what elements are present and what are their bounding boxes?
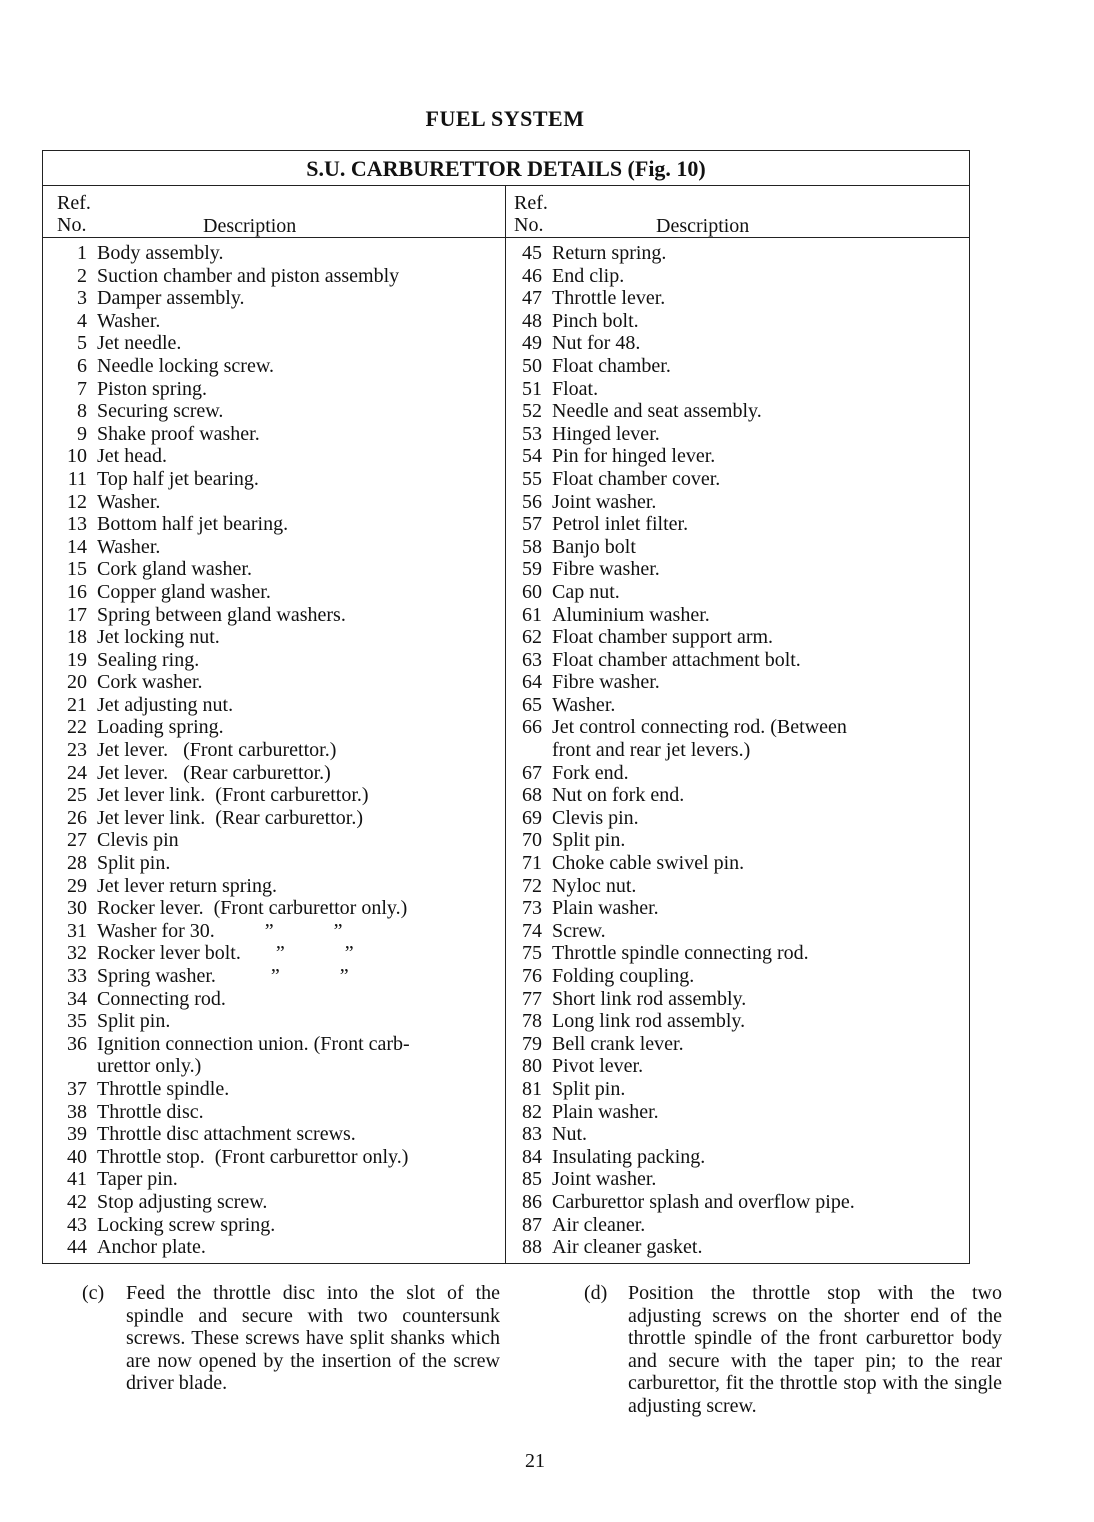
ref-number: 14	[67, 535, 87, 558]
part-description: Pin for hinged lever.	[552, 445, 716, 468]
ref-number: 58	[522, 535, 542, 558]
part-description: Fibre washer.	[552, 671, 660, 694]
part-description: front and rear jet levers.)	[552, 739, 751, 762]
part-description: Nut.	[552, 1123, 587, 1146]
part-description: End clip.	[552, 264, 625, 287]
table-row	[506, 807, 969, 830]
part-description: Split pin.	[552, 829, 626, 852]
table-row	[506, 1078, 969, 1101]
table-row	[506, 1055, 969, 1078]
table-row	[506, 649, 969, 672]
part-description: Jet needle.	[97, 332, 182, 355]
ref-number: 2	[77, 264, 87, 287]
table-row	[43, 604, 505, 627]
part-description: Plain washer.	[552, 1100, 659, 1123]
part-description: Jet locking nut.	[97, 626, 220, 649]
part-description: Throttle stop. (Front carburettor only.)	[97, 1145, 409, 1168]
ref-number: 23	[67, 739, 87, 762]
page-number: 21	[525, 1450, 545, 1472]
part-description: Joint washer.	[552, 1168, 657, 1191]
left-column	[43, 186, 506, 1263]
note-text: Feed the throttle disc into the slot of the spindle and secure with two countersunk screws. These screws have split shanks which are now opened by the insertion of the screw driver blade.	[126, 1282, 500, 1394]
part-description: Bottom half jet bearing.	[97, 513, 289, 536]
ref-number: 54	[522, 445, 542, 468]
ref-number: 5	[77, 332, 87, 355]
part-description: Screw.	[552, 919, 606, 942]
table-row	[506, 897, 969, 920]
part-description: Rocker lever. (Front carburettor only.)	[97, 897, 408, 920]
table-row	[506, 739, 969, 762]
ref-number: 82	[522, 1100, 542, 1123]
ref-number: 29	[67, 874, 87, 897]
ref-number: 32	[67, 942, 87, 965]
table-row	[43, 558, 505, 581]
part-description: Clevis pin.	[552, 806, 639, 829]
table-row	[506, 920, 969, 943]
table-row	[506, 558, 969, 581]
table-row	[506, 536, 969, 559]
ref-number: 71	[522, 852, 542, 875]
ref-number: 74	[522, 919, 542, 942]
table-row	[506, 1123, 969, 1146]
table-row	[506, 513, 969, 536]
ref-number: 18	[67, 626, 87, 649]
table-row	[506, 400, 969, 423]
part-description: Float chamber.	[552, 354, 671, 377]
parts-table	[42, 150, 970, 1264]
table-row	[43, 287, 505, 310]
part-description: Throttle disc attachment screws.	[97, 1123, 356, 1146]
ref-number: 61	[522, 603, 542, 626]
part-description: Short link rod assembly.	[552, 987, 747, 1010]
table-row	[506, 445, 969, 468]
part-description: Carburettor splash and overflow pipe.	[552, 1190, 855, 1213]
table-row	[506, 287, 969, 310]
ref-number: 57	[522, 513, 542, 536]
table-row	[506, 965, 969, 988]
instruction-notes	[82, 1282, 1002, 1417]
table-row	[43, 310, 505, 333]
ref-number: 11	[67, 467, 87, 490]
table-row	[43, 491, 505, 514]
ref-number: 65	[522, 693, 542, 716]
table-row	[506, 581, 969, 604]
part-description: Connecting rod.	[97, 987, 226, 1010]
table-row	[43, 581, 505, 604]
part-description: Choke cable swivel pin.	[552, 852, 745, 875]
ref-number: 86	[522, 1190, 542, 1213]
ref-number: 68	[522, 784, 542, 807]
part-description: Copper gland washer.	[97, 580, 271, 603]
ref-number: 69	[522, 806, 542, 829]
ref-number: 55	[522, 467, 542, 490]
table-row	[506, 310, 969, 333]
ref-number: 75	[522, 942, 542, 965]
table-row	[506, 626, 969, 649]
right-column	[506, 186, 969, 1263]
ref-number: 48	[522, 309, 542, 332]
part-description: Air cleaner.	[552, 1213, 646, 1236]
part-description: Nut for 48.	[552, 332, 641, 355]
ref-number: 19	[67, 648, 87, 671]
ref-number: 26	[67, 806, 87, 829]
ref-number: 50	[522, 354, 542, 377]
ref-number: 45	[522, 242, 542, 264]
part-description: Washer.	[97, 535, 161, 558]
part-description: Washer.	[97, 490, 161, 513]
table-row	[506, 942, 969, 965]
part-description: Pivot lever.	[552, 1055, 644, 1078]
table-row	[506, 694, 969, 717]
table-row	[43, 739, 505, 762]
part-description: Jet adjusting nut.	[97, 693, 234, 716]
table-row	[43, 897, 505, 920]
table-row	[43, 671, 505, 694]
table-row	[43, 332, 505, 355]
part-description: Throttle spindle connecting rod.	[552, 942, 809, 965]
table-row	[43, 1010, 505, 1033]
part-description: Aluminium washer.	[552, 603, 710, 626]
part-description: Jet lever link. (Rear carburettor.)	[97, 806, 363, 829]
table-row	[43, 355, 505, 378]
table-row	[43, 875, 505, 898]
part-description: Jet lever return spring.	[97, 874, 277, 897]
part-description: Pinch bolt.	[552, 309, 639, 332]
part-description: Shake proof washer.	[97, 422, 260, 445]
part-description: Hinged lever.	[552, 422, 660, 445]
part-description: Nut on fork end.	[552, 784, 685, 807]
ref-number: 83	[522, 1123, 542, 1146]
ref-number: 20	[67, 671, 87, 694]
ref-number: 3	[77, 287, 87, 310]
table-row	[506, 378, 969, 401]
part-description: Securing screw.	[97, 400, 224, 423]
part-description: Damper assembly.	[97, 287, 245, 310]
ref-number: 16	[67, 580, 87, 603]
table-row	[43, 852, 505, 875]
table-row	[43, 1078, 505, 1101]
part-description: Float chamber attachment bolt.	[552, 648, 801, 671]
note-d	[584, 1282, 1002, 1417]
right-item-list	[506, 238, 969, 1263]
ref-number: 79	[522, 1032, 542, 1055]
ref-number: 52	[522, 400, 542, 423]
table-row	[43, 445, 505, 468]
table-row	[43, 784, 505, 807]
ref-number: 4	[77, 309, 87, 332]
ref-number: 72	[522, 874, 542, 897]
part-description: Split pin.	[97, 852, 171, 875]
part-description: Needle locking screw.	[97, 354, 274, 377]
table-row	[506, 423, 969, 446]
ref-number: 10	[67, 445, 87, 468]
ref-number	[43, 1055, 97, 1078]
table-row	[43, 920, 505, 943]
ref-number: 39	[67, 1123, 87, 1146]
part-description: Rocker lever bolt. ” ”	[97, 942, 354, 965]
table-row	[43, 400, 505, 423]
part-description: Suction chamber and piston assembly	[97, 264, 400, 287]
table-row	[43, 716, 505, 739]
part-description: Petrol inlet filter.	[552, 513, 689, 536]
table-row	[43, 1191, 505, 1214]
ref-number: 15	[67, 558, 87, 581]
part-description: Joint washer.	[552, 490, 657, 513]
part-description: Fibre washer.	[552, 558, 660, 581]
ref-no-header: Ref. No.	[57, 192, 91, 236]
table-row	[506, 1236, 969, 1259]
table-row	[43, 694, 505, 717]
part-description: Bell crank lever.	[552, 1032, 684, 1055]
ref-number: 47	[522, 287, 542, 310]
part-description: Stop adjusting screw.	[97, 1190, 268, 1213]
table-row	[43, 988, 505, 1011]
ref-number: 73	[522, 897, 542, 920]
table-row	[43, 1168, 505, 1191]
part-description: Long link rod assembly.	[552, 1010, 746, 1033]
table-row	[506, 1101, 969, 1124]
ref-number: 37	[67, 1077, 87, 1100]
table-row	[43, 536, 505, 559]
table-row	[506, 355, 969, 378]
ref-number: 44	[67, 1236, 87, 1259]
part-description: Throttle disc.	[97, 1100, 204, 1123]
ref-number: 67	[522, 761, 542, 784]
part-description: Insulating packing.	[552, 1145, 706, 1168]
ref-number: 7	[77, 377, 87, 400]
ref-number: 59	[522, 558, 542, 581]
table-row	[506, 468, 969, 491]
table-row	[43, 807, 505, 830]
table-row	[43, 1214, 505, 1237]
ref-number: 78	[522, 1010, 542, 1033]
table-row	[506, 988, 969, 1011]
ref-number: 12	[67, 490, 87, 513]
page-header: FUEL SYSTEM	[425, 106, 585, 131]
table-row	[43, 1146, 505, 1169]
table-row	[506, 1191, 969, 1214]
table-row	[43, 423, 505, 446]
part-description: Split pin.	[97, 1010, 171, 1033]
note-text: Position the throttle stop with the two adjusting screws on the shorter end of the throttle spindle of the front carburettor body and secure with the taper pin; to the rear carburettor, fit the throttle stop with the single adjusting screw.	[628, 1282, 1002, 1417]
ref-number: 35	[67, 1010, 87, 1033]
part-description: Taper pin.	[97, 1168, 178, 1191]
ref-number: 24	[67, 761, 87, 784]
table-row	[506, 875, 969, 898]
table-row	[506, 784, 969, 807]
left-item-list	[43, 238, 505, 1263]
ref-number: 66	[522, 716, 542, 739]
part-description: Banjo bolt	[552, 535, 636, 558]
table-row	[43, 242, 505, 265]
ref-number: 80	[522, 1055, 542, 1078]
ref-number	[506, 739, 552, 762]
table-row	[506, 829, 969, 852]
part-description: Washer.	[552, 693, 616, 716]
description-header: Description	[203, 215, 297, 237]
ref-number: 70	[522, 829, 542, 852]
ref-number: 17	[67, 603, 87, 626]
table-row	[43, 965, 505, 988]
part-description: Piston spring.	[97, 377, 208, 400]
ref-number: 8	[77, 400, 87, 423]
ref-number: 84	[522, 1145, 542, 1168]
left-column-header	[43, 186, 505, 238]
part-description: Sealing ring.	[97, 648, 200, 671]
part-description: urettor only.)	[97, 1055, 202, 1078]
ref-number: 85	[522, 1168, 542, 1191]
part-description: Float.	[552, 377, 599, 400]
ref-number: 42	[67, 1190, 87, 1213]
part-description: Ignition connection union. (Front carb-	[97, 1032, 410, 1055]
part-description: Washer.	[97, 309, 161, 332]
part-description: Float chamber cover.	[552, 467, 721, 490]
table-row	[506, 604, 969, 627]
ref-number: 38	[67, 1100, 87, 1123]
table-row	[43, 265, 505, 288]
ref-number: 36	[67, 1032, 87, 1055]
ref-number: 88	[522, 1236, 542, 1259]
ref-number: 62	[522, 626, 542, 649]
part-description: Air cleaner gasket.	[552, 1236, 703, 1259]
ref-number: 43	[67, 1213, 87, 1236]
part-description: Jet lever. (Rear carburettor.)	[97, 761, 331, 784]
part-description: Fork end.	[552, 761, 629, 784]
ref-number: 77	[522, 987, 542, 1010]
table-row	[506, 1033, 969, 1056]
note-label: (d)	[584, 1282, 608, 1304]
part-description: Spring between gland washers.	[97, 603, 346, 626]
part-description: Jet control connecting rod. (Between	[552, 716, 847, 739]
right-column-header	[506, 186, 969, 238]
table-row	[43, 829, 505, 852]
part-description: Return spring.	[552, 242, 667, 264]
table-row	[506, 1168, 969, 1191]
ref-number: 25	[67, 784, 87, 807]
table-row	[506, 1010, 969, 1033]
table-row	[43, 378, 505, 401]
ref-number: 6	[77, 354, 87, 377]
table-row	[506, 242, 969, 265]
ref-number: 33	[67, 965, 87, 987]
ref-number: 30	[67, 897, 87, 920]
ref-number: 21	[67, 693, 87, 716]
part-description: Cork washer.	[97, 671, 203, 694]
table-row	[506, 671, 969, 694]
table-row	[43, 1033, 505, 1056]
ref-number: 9	[77, 422, 87, 445]
ref-number: 53	[522, 422, 542, 445]
table-row	[43, 1236, 505, 1259]
ref-no-header: Ref. No.	[514, 192, 548, 236]
table-row	[506, 491, 969, 514]
table-row	[506, 1214, 969, 1237]
part-description: Locking screw spring.	[97, 1213, 276, 1236]
ref-number: 56	[522, 490, 542, 513]
part-description: Needle and seat assembly.	[552, 400, 762, 423]
part-description: Clevis pin	[97, 829, 179, 852]
part-description: Folding coupling.	[552, 965, 695, 987]
table-row	[506, 716, 969, 739]
ref-number: 81	[522, 1077, 542, 1100]
ref-number: 63	[522, 648, 542, 671]
table-row	[43, 1101, 505, 1124]
note-c	[82, 1282, 500, 1417]
ref-number: 34	[67, 987, 87, 1010]
part-description: Nyloc nut.	[552, 874, 637, 897]
ref-number: 87	[522, 1213, 542, 1236]
ref-number: 60	[522, 580, 542, 603]
table-row	[43, 626, 505, 649]
table-row	[43, 762, 505, 785]
part-description: Throttle spindle.	[97, 1077, 230, 1100]
part-description: Body assembly.	[97, 242, 224, 264]
ref-number: 1	[77, 242, 87, 264]
table-row	[43, 513, 505, 536]
table-row	[506, 265, 969, 288]
part-description: Float chamber support arm.	[552, 626, 774, 649]
table-row	[506, 762, 969, 785]
ref-number: 27	[67, 829, 87, 852]
table-row	[43, 468, 505, 491]
part-description: Cork gland washer.	[97, 558, 252, 581]
ref-number: 22	[67, 716, 87, 739]
description-header: Description	[656, 215, 750, 237]
ref-number: 64	[522, 671, 542, 694]
part-description: Anchor plate.	[97, 1236, 206, 1259]
ref-number: 76	[522, 965, 542, 987]
part-description: Jet lever link. (Front carburettor.)	[97, 784, 369, 807]
ref-number: 49	[522, 332, 542, 355]
table-row	[43, 649, 505, 672]
part-description: Plain washer.	[552, 897, 659, 920]
part-description: Cap nut.	[552, 580, 620, 603]
table-row	[506, 852, 969, 875]
table-row	[43, 1055, 505, 1078]
part-description: Split pin.	[552, 1077, 626, 1100]
ref-number: 13	[67, 513, 87, 536]
part-description: Loading spring.	[97, 716, 224, 739]
note-label: (c)	[82, 1282, 105, 1304]
part-description: Spring washer. ” ”	[97, 965, 349, 987]
ref-number: 41	[67, 1168, 87, 1191]
ref-number: 40	[67, 1145, 87, 1168]
ref-number: 51	[522, 377, 542, 400]
table-row	[43, 942, 505, 965]
table-title: S.U. CARBURETTOR DETAILS (Fig. 10)	[43, 151, 969, 186]
part-description: Top half jet bearing.	[97, 467, 259, 490]
ref-number: 31	[67, 919, 87, 942]
part-description: Throttle lever.	[552, 287, 666, 310]
ref-number: 46	[522, 264, 542, 287]
table-row	[506, 1146, 969, 1169]
part-description: Jet lever. (Front carburettor.)	[97, 739, 337, 762]
ref-number: 28	[67, 852, 87, 875]
table-row	[506, 332, 969, 355]
table-row	[43, 1123, 505, 1146]
part-description: Washer for 30. ” ”	[97, 919, 343, 942]
part-description: Jet head.	[97, 445, 167, 468]
